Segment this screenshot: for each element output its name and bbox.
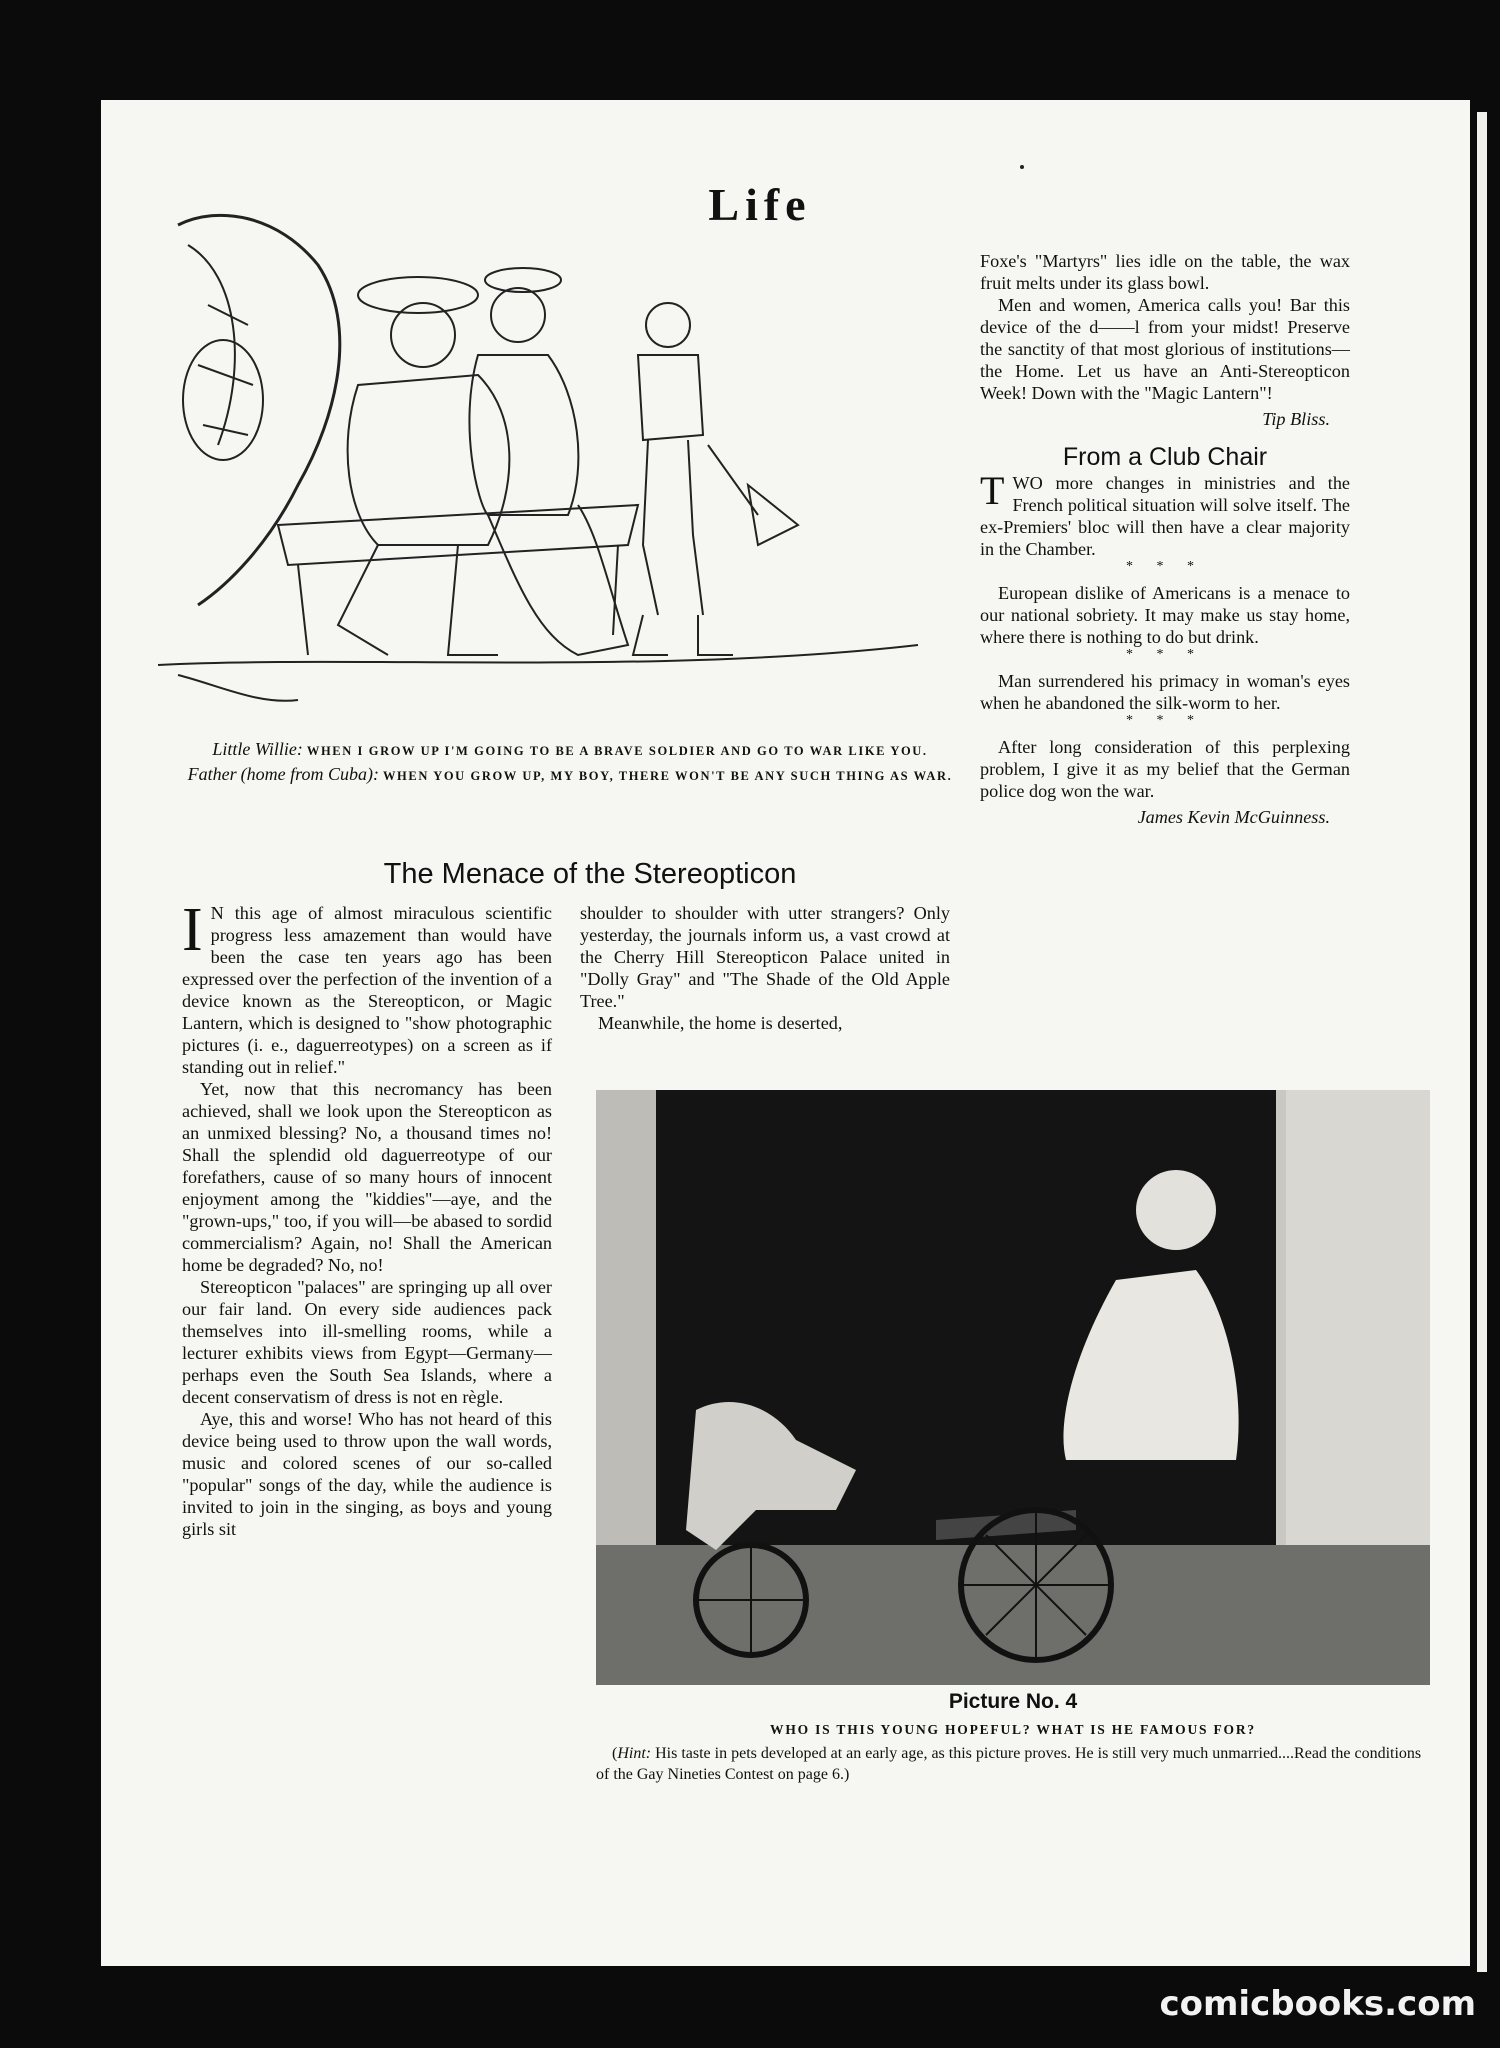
drop-cap: I [182, 896, 203, 964]
separator-stars: * * * [1126, 713, 1204, 728]
article-paragraph: Meanwhile, the home is deserted, [598, 1013, 843, 1033]
article-paragraph: Foxe's "Martyrs" lies idle on the table, the wax fruit melts under its glass bowl. [980, 251, 1350, 293]
print-speck [1020, 165, 1024, 169]
picture-title: Picture No. 4 [948, 1690, 1078, 1713]
caption-speaker: Little Willie: [212, 739, 303, 759]
hint-label: Hint: [617, 1745, 652, 1762]
caption-quote: WHEN I GROW UP I'M GOING TO BE A BRAVE SOLDIER AND GO TO WAR LIKE YOU. [306, 744, 928, 758]
caption-line-father [180, 763, 960, 788]
club-chair-signature: James Kevin McGuinness. [1137, 807, 1330, 827]
picture-hint: (Hint: His taste in pets developed at an early age, as this picture proves. He is still very much unmarried....Read the conditions of the Gay Nineties Contest on page 6.) [596, 1745, 1422, 1783]
article-paragraph: shoulder to shoulder with utter strangers? Only yesterday, the journals inform us, a vast crowd at the Cherry Hill Stereopticon Palace united in "Dolly Gray" and "The Shade of the Old Apple Tree." [580, 903, 950, 1011]
separator-stars: * * * [1126, 647, 1204, 662]
site-watermark: comicbooks.com [1159, 1984, 1476, 2024]
article-paragraph: Yet, now that this necromancy has been achieved, shall we look upon the Stereopticon as an unmixed blessing? No, a thousand times no! Shall the splendid old daguerreotype of our forefathers, cause of so many hours of innocent enjoyment among the "kiddies"—aye, and the "grown-ups," too, if you will—be abased to sordid commercialism? Again, no! Shall the American home be degraded? No, no! [182, 1079, 552, 1275]
article-column-2 [580, 902, 950, 1034]
article-paragraph: Men and women, America calls you! Bar this device of the d——l from your midst! Preserve the sanctity of that most glorious of institutions—the Home. Let us have an Anti-Stereopticon Week! Down with the "Magic Lantern"! [980, 295, 1350, 403]
article-paragraph: I N this age of almost miraculous scientific progress less amazement than would have been the case ten years ago has been expressed over the perfection of the invention of a device known as the Stereopticon, or Magic Lantern, which is designed to "show photographic pictures (i. e., daguerreotypes) on a screen as if standing out in relief." [182, 896, 552, 1077]
caption-qualifier: (home from Cuba): [240, 764, 379, 784]
hint-text: His taste in pets developed at an early age, as this picture proves. He is still very much unmarried....Read the conditions of the Gay Nineties Contest on page 6.) [596, 1745, 1422, 1783]
club-chair-item: European dislike of Americans is a menace to our national sobriety. It may make us stay home, where there is nothing to do but drink. [980, 583, 1350, 647]
club-chair-item: After long consideration of this perplexing problem, I give it as my belief that the German police dog won the war. [980, 737, 1350, 801]
club-chair-item: TWO more changes in ministries and the French political situation will solve itself. The ex-Premiers' bloc will then have a clear majority in the Chamber. [980, 468, 1350, 559]
cartoon-caption [180, 738, 960, 788]
masthead: Life [708, 179, 812, 230]
separator-stars: * * * [1126, 559, 1204, 574]
picture-question: WHO IS THIS YOUNG HOPEFUL? WHAT IS HE FAMOUS FOR? [770, 1722, 1256, 1737]
article-column-3 [980, 250, 1350, 828]
caption-speaker: Father [187, 764, 237, 784]
article-signature: Tip Bliss. [1262, 409, 1330, 429]
caption-line-willie [180, 738, 960, 763]
caption-quote: WHEN YOU GROW UP, MY BOY, THERE WON'T BE ANY SUCH THING AS WAR. [382, 769, 953, 783]
drop-cap: T [980, 468, 1005, 513]
adjacent-page-edge [1477, 112, 1487, 1972]
article-paragraph: Stereopticon "palaces" are springing up all over our fair land. On every side audiences pack themselves into ill-smelling rooms, while a lecturer exhibits views from Egypt—Germany—perhaps even the South Sea Islands, where a decent conservatism of dress is not en règle. [182, 1277, 552, 1407]
article-headline: The Menace of the Stereopticon [383, 858, 797, 890]
child-photograph [596, 1090, 1430, 1685]
club-chair-item: Man surrendered his primacy in woman's eyes when he abandoned the silk-worm to her. [980, 671, 1350, 713]
article-paragraph: Aye, this and worse! Who has not heard of this device being used to throw upon the wall words, music and colored scenes of our so-called "popular" songs of the day, while the audience is invited to join in the singing, as boys and young girls sit [182, 1409, 552, 1539]
article-column-1 [182, 896, 552, 1540]
club-chair-title: From a Club Chair [1062, 443, 1268, 471]
cartoon-illustration [158, 185, 958, 730]
